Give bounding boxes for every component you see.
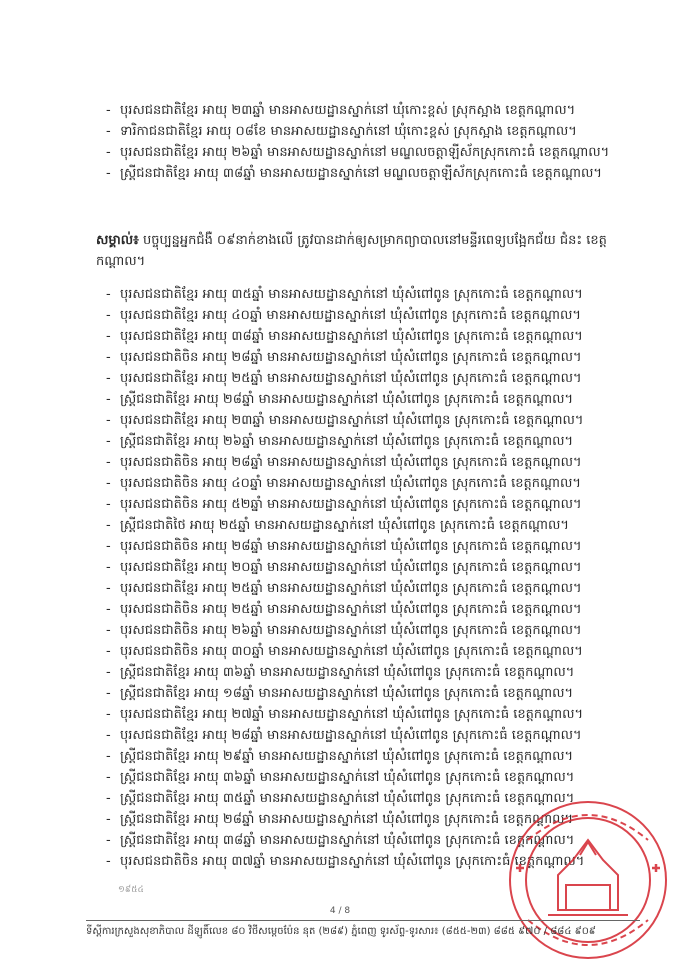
list-item-text: បុរសជនជាតិចិន អាយុ ៤០ឆ្នាំ មានអាសយដ្ឋានស្នាក់នៅ ឃុំសំពៅពូន ស្រុកកោះធំ ខេត្តកណ្ដាល។ (120, 476, 581, 491)
bullet-dash: - (106, 145, 111, 160)
list-item (106, 305, 636, 326)
list-item-text: ស្ត្រីជនជាតិខ្មែរ អាយុ ៣៦ឆ្នាំ មានអាសយដ្ឋានស្នាក់នៅ ឃុំសំពៅពូន ស្រុកកោះធំ ខេត្តកណ្ដាល។ (120, 770, 575, 785)
bullet-dash: - (106, 392, 111, 407)
bullet-dash: - (106, 434, 111, 449)
list-item-text: ស្ត្រីជនជាតិខ្មែរ អាយុ ២៨ឆ្នាំ មានអាសយដ្ឋានស្នាក់នៅ ឃុំសំពៅពូន ស្រុកកោះធំ ខេត្តកណ្ដាល។ (120, 392, 574, 407)
list-item-text: បុរសជនជាតិចិន អាយុ ២៨ឆ្នាំ មានអាសយដ្ឋានស្នាក់នៅ ឃុំសំពៅពូន ស្រុកកោះធំ ខេត្តកណ្ដាល។ (120, 539, 582, 554)
footer-address: ទីស្ដីការក្រសួងសុខាភិបាល ដីឡូតិ៍លេខ ៨០ វិថីសម្ដេចប៉ែន នុត (២៨៩) ភ្នំពេញ ទូរស័ព្ទ-ទូរសារ៖ (៨៥៥-២៣) ៨៨៥ ៩៧០ / ៨៨៤ ៩០៩ (86, 926, 596, 937)
bullet-dash: - (106, 854, 111, 869)
bullet-dash: - (106, 539, 111, 554)
list-item-text: ស្ត្រីជនជាតិខ្មែរ អាយុ ៣៦ឆ្នាំ មានអាសយដ្ឋានស្នាក់នៅ ឃុំសំពៅពូន ស្រុកកោះធំ ខេត្តកណ្ដាល។ (120, 665, 575, 680)
note-label: សម្គាល់៖ (96, 233, 139, 248)
list-item (106, 662, 636, 683)
bullet-dash: - (106, 518, 111, 533)
list-item (106, 452, 636, 473)
note-paragraph (96, 230, 636, 272)
list-item-text: ស្ត្រីជនជាតិខ្មែរ អាយុ ២៦ឆ្នាំ មានអាសយដ្ឋានស្នាក់នៅ ឃុំសំពៅពូន ស្រុកកោះធំ ខេត្តកណ្ដាល។ (120, 434, 574, 449)
list-item (106, 368, 636, 389)
list-item-text: ស្ត្រីជនជាតិខ្មែរ អាយុ ២៨ឆ្នាំ មានអាសយដ្ឋានស្នាក់នៅ ឃុំសំពៅពូន ស្រុកកោះធំ ខេត្តកណ្ដាល។ (120, 812, 574, 827)
bullet-dash: - (106, 791, 111, 806)
footer-divider (86, 920, 640, 921)
bullet-dash: - (106, 749, 111, 764)
bullet-dash: - (106, 686, 111, 701)
bullet-dash: - (106, 770, 111, 785)
bullet-dash: - (106, 350, 111, 365)
bullet-dash: - (106, 707, 111, 722)
faint-mark: ១៩៥៤ (118, 885, 144, 895)
list-item-text: ស្ត្រីជនជាតិខ្មែរ អាយុ ៣៥ឆ្នាំ មានអាសយដ្ឋានស្នាក់នៅ ឃុំសំពៅពូន ស្រុកកោះធំ ខេត្តកណ្ដាល។ (120, 791, 575, 806)
bullet-dash: - (106, 833, 111, 848)
list-item-text: បុរសជនជាតិចិន អាយុ ២៦ឆ្នាំ មានអាសយដ្ឋានស្នាក់នៅ ឃុំសំពៅពូន ស្រុកកោះធំ ខេត្តកណ្ដាល។ (120, 623, 582, 638)
list-item-text: បុរសជនជាតិចិន អាយុ ២៨ឆ្នាំ មានអាសយដ្ឋានស្នាក់នៅ ឃុំសំពៅពូន ស្រុកកោះធំ ខេត្តកណ្ដាល។ (120, 350, 582, 365)
bullet-dash: - (106, 812, 111, 827)
bullet-dash: - (106, 371, 111, 386)
list-item (106, 142, 626, 163)
bullet-dash: - (106, 124, 111, 139)
list-item (106, 284, 636, 305)
page-number: 4 / 8 (329, 906, 351, 916)
list-item-text: បុរសជនជាតិខ្មែរ អាយុ ២៦ឆ្នាំ មានអាសយដ្ឋានស្នាក់នៅ មណ្ឌលចត្តាឡីស័កស្រុកកោះធំ ខេត្តកណ្ដាល។ (120, 145, 610, 160)
list-item-text: បុរសជនជាតិចិន អាយុ ៣៧ឆ្នាំ មានអាសយដ្ឋានស្នាក់នៅ ឃុំសំពៅពូន ស្រុកកោះធំ ខេត្តកណ្ដាល។ (120, 854, 585, 869)
bullet-dash: - (106, 103, 111, 118)
list-item-text: បុរសជនជាតិខ្មែរ អាយុ ២៥ឆ្នាំ មានអាសយដ្ឋានស្នាក់នៅ ឃុំសំពៅពូន ស្រុកកោះធំ ខេត្តកណ្ដាល។ (120, 581, 582, 596)
list-item-text: បុរសជនជាតិចិន អាយុ ៥២ឆ្នាំ មានអាសយដ្ឋានស្នាក់នៅ ឃុំសំពៅពូន ស្រុកកោះធំ ខេត្តកណ្ដាល។ (120, 497, 582, 512)
list-item-text: ស្ត្រីជនជាតិខ្មែរ អាយុ ៣៨ឆ្នាំ មានអាសយដ្ឋានស្នាក់នៅ មណ្ឌលចត្តាឡីស័កស្រុកកោះធំ ខេត្តកណ្ដាល។ (120, 166, 602, 181)
list-item (106, 704, 636, 725)
list-item (106, 578, 636, 599)
list-item-text: បុរសជនជាតិខ្មែរ អាយុ ២៧ឆ្នាំ មានអាសយដ្ឋានស្នាក់នៅ ឃុំសំពៅពូន ស្រុកកោះធំ ខេត្តកណ្ដាល។ (120, 707, 584, 722)
list-item-text: ស្ត្រីជនជាតិថៃ អាយុ ២៥ឆ្នាំ មានអាសយដ្ឋានស្នាក់នៅ ឃុំសំពៅពូន ស្រុកកោះធំ ខេត្តកណ្ដាល។ (120, 518, 569, 533)
bullet-dash: - (106, 581, 111, 596)
bullet-dash: - (106, 455, 111, 470)
bullet-dash: - (106, 476, 111, 491)
list-item-text: បុរសជនជាតិខ្មែរ អាយុ ២៣ឆ្នាំ មានអាសយដ្ឋានស្នាក់នៅ ឃុំកោះខ្ពស់ ស្រុកស្អាង ខេត្តកណ្ដាល។ (120, 103, 576, 118)
list-item-text: បុរសជនជាតិខ្មែរ អាយុ ២០ឆ្នាំ មានអាសយដ្ឋានស្នាក់នៅ ឃុំសំពៅពូន ស្រុកកោះធំ ខេត្តកណ្ដាល។ (120, 560, 582, 575)
list-item (106, 746, 636, 767)
bullet-dash: - (106, 728, 111, 743)
list-item-text: បុរសជនជាតិខ្មែរ អាយុ ២៣ឆ្នាំ មានអាសយដ្ឋានស្នាក់នៅ ឃុំសំពៅពូន ស្រុកកោះធំ ខេត្តកណ្ដាល។ (120, 413, 584, 428)
bullet-dash: - (106, 287, 111, 302)
list-item (106, 557, 636, 578)
bullet-dash: - (106, 166, 111, 181)
bullet-dash: - (106, 329, 111, 344)
list-item (106, 641, 636, 662)
list-item-text: បុរសជនជាតិខ្មែរ អាយុ ៣៨ឆ្នាំ មានអាសយដ្ឋានស្នាក់នៅ ឃុំសំពៅពូន ស្រុកកោះធំ ខេត្តកណ្ដាល។ (120, 329, 583, 344)
list-item (106, 473, 636, 494)
list-item-text: បុរសជនជាតិខ្មែរ អាយុ ៣៥ឆ្នាំ មានអាសយដ្ឋានស្នាក់នៅ ឃុំសំពៅពូន ស្រុកកោះធំ ខេត្តកណ្ដាល។ (120, 287, 583, 302)
note-text: បច្ចុប្បន្នអ្នកជំងឺ ០៩នាក់ខាងលើ ត្រូវបានដាក់ឲ្យសម្រាកព្យាបាលនៅមន្ទីរពេទ្យបង្អែកជ័យ ជំនះ ខេត្ត កណ្ដាល។ (96, 233, 607, 269)
list-item-text: បុរសជនជាតិខ្មែរ អាយុ ៤០ឆ្នាំ មានអាសយដ្ឋានស្នាក់នៅ ឃុំសំពៅពូន ស្រុកកោះធំ ខេត្តកណ្ដាល។ (120, 308, 581, 323)
list-item (106, 163, 626, 184)
list-item (106, 389, 636, 410)
list-item (106, 515, 636, 536)
list-item (106, 536, 636, 557)
top-list (106, 100, 626, 184)
list-item-text: ស្ត្រីជនជាតិខ្មែរ អាយុ ១៨ឆ្នាំ មានអាសយដ្ឋានស្នាក់នៅ ឃុំសំពៅពូន ស្រុកកោះធំ ខេត្តកណ្ដាល។ (120, 686, 574, 701)
list-item (106, 121, 626, 142)
list-item (106, 410, 636, 431)
bullet-dash: - (106, 497, 111, 512)
list-item (106, 599, 636, 620)
list-item-text: បុរសជនជាតិចិន អាយុ ២៨ឆ្នាំ មានអាសយដ្ឋានស្នាក់នៅ ឃុំសំពៅពូន ស្រុកកោះធំ ខេត្តកណ្ដាល។ (120, 455, 582, 470)
list-item-text: បុរសជនជាតិចិន អាយុ ២៥ឆ្នាំ មានអាសយដ្ឋានស្នាក់នៅ ឃុំសំពៅពូន ស្រុកកោះធំ ខេត្តកណ្ដាល។ (120, 602, 582, 617)
list-item (106, 326, 636, 347)
list-item-text: ស្ត្រីជនជាតិខ្មែរ អាយុ ៣៨ឆ្នាំ មានអាសយដ្ឋានស្នាក់នៅ ឃុំសំពៅពូន ស្រុកកោះធំ ខេត្តកណ្ដាល។ (120, 833, 575, 848)
list-item-text: បុរសជនជាតិខ្មែរ អាយុ ២៨ឆ្នាំ មានអាសយដ្ឋានស្នាក់នៅ ឃុំសំពៅពូន ស្រុកកោះធំ ខេត្តកណ្ដាល។ (120, 728, 582, 743)
bullet-dash: - (106, 602, 111, 617)
bullet-dash: - (106, 644, 111, 659)
list-item (106, 100, 626, 121)
list-item (106, 683, 636, 704)
bullet-dash: - (106, 665, 111, 680)
list-item (106, 725, 636, 746)
list-item-text: បុរសជនជាតិខ្មែរ អាយុ ២៥ឆ្នាំ មានអាសយដ្ឋានស្នាក់នៅ ឃុំសំពៅពូន ស្រុកកោះធំ ខេត្តកណ្ដាល។ (120, 371, 582, 386)
bullet-dash: - (106, 413, 111, 428)
list-item (106, 494, 636, 515)
list-item-text: ទារិកាជនជាតិខ្មែរ អាយុ ០៨ខែ មានអាសយដ្ឋានស្នាក់នៅ ឃុំកោះខ្ពស់ ស្រុកស្អាង ខេត្តកណ្ដាល។ (120, 124, 577, 139)
list-item (106, 431, 636, 452)
list-item (106, 620, 636, 641)
bullet-dash: - (106, 623, 111, 638)
bullet-dash: - (106, 308, 111, 323)
list-item-text: ស្ត្រីជនជាតិខ្មែរ អាយុ ២៩ឆ្នាំ មានអាសយដ្ឋានស្នាក់នៅ ឃុំសំពៅពូន ស្រុកកោះធំ ខេត្តកណ្ដាល។ (120, 749, 574, 764)
list-item-text: បុរសជនជាតិចិន អាយុ ៣០ឆ្នាំ មានអាសយដ្ឋានស្នាក់នៅ ឃុំសំពៅពូន ស្រុកកោះធំ ខេត្តកណ្ដាល។ (120, 644, 583, 659)
list-item (106, 347, 636, 368)
bullet-dash: - (106, 560, 111, 575)
